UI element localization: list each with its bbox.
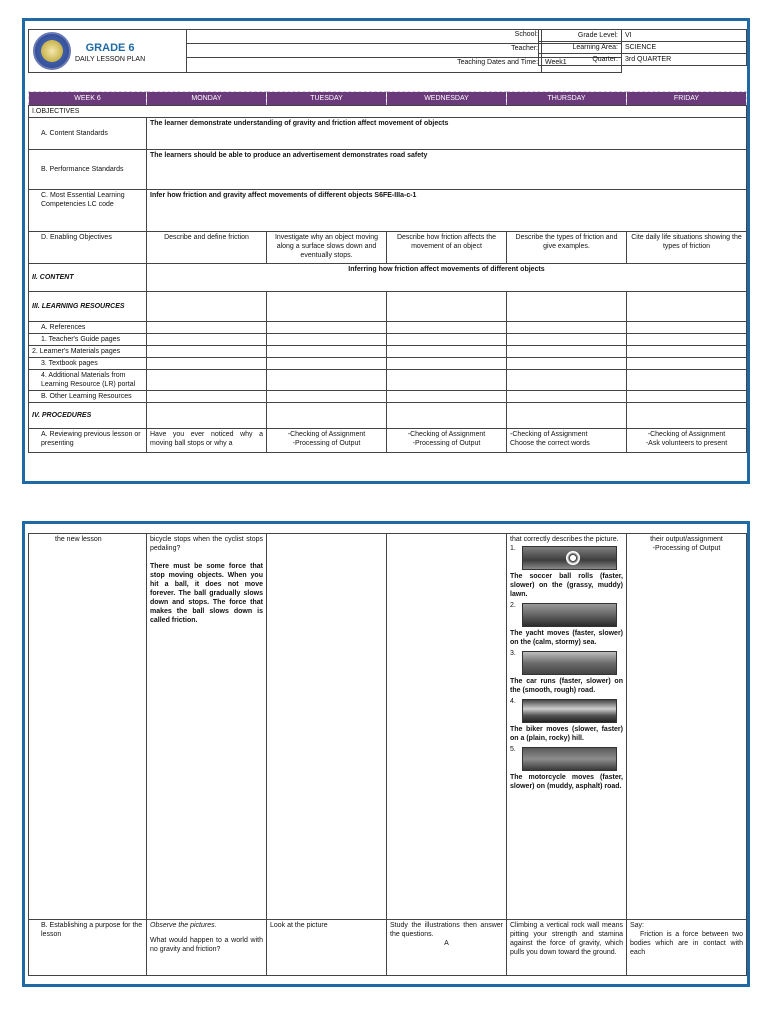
reviewing-tuesday-cont — [267, 534, 387, 920]
biker-photo — [522, 699, 617, 723]
wednesday-processing: -Processing of Output — [412, 440, 481, 447]
purpose-friday-say: Say: — [630, 922, 645, 929]
performance-standards-value: The learners should be able to produce an advertisement demonstrates road safety — [147, 150, 747, 190]
day-friday: FRIDAY — [627, 92, 747, 106]
wednesday-checking: -Checking of Assignment — [407, 431, 486, 438]
references-label: A. References — [29, 322, 147, 334]
header-logo-cell — [29, 30, 187, 73]
quarter-label: Quarter: — [539, 54, 622, 66]
other-resources-label: B. Other Learning Resources — [29, 391, 147, 403]
content-heading: II. CONTENT — [29, 264, 147, 292]
thursday-choose: Choose the correct words — [510, 440, 590, 447]
page-1 — [22, 18, 750, 484]
picture-item-text: The motorcycle moves (faster, slower) on (muddy, asphalt) road. — [510, 774, 623, 790]
reviewing-thursday-cont — [507, 534, 627, 920]
tuesday-checking: -Checking of Assignment — [287, 431, 366, 438]
picture-item-number: 2. — [510, 602, 516, 609]
reviewing-thursday — [507, 429, 627, 453]
picture-item-text: The car runs (faster, slower) on the (smooth, rough) road. — [510, 678, 623, 694]
purpose-monday-observe: Observe the pictures. — [150, 922, 217, 929]
reviewing-tuesday — [267, 429, 387, 453]
picture-item — [510, 544, 623, 599]
procedures-heading: IV. PROCEDURES — [29, 403, 147, 429]
picture-item-text: The soccer ball rolls (faster, slower) on the (grassy, muddy) lawn. — [510, 573, 623, 598]
thursday-checking: -Checking of Assignment — [510, 431, 588, 438]
picture-item — [510, 745, 623, 791]
thursday-instruction: that correctly describes the picture. — [510, 536, 619, 543]
enabling-friday: Cite daily life situations showing the types of friction — [627, 232, 747, 264]
reviewing-label: A. Reviewing previous lesson or presenting — [29, 429, 147, 453]
purpose-thursday: Climbing a vertical rock wall means pitting your strength and stamina against the force of gravity, which pulls you down toward the ground. — [507, 920, 627, 976]
reviewing-monday-cont — [147, 534, 267, 920]
picture-item-number: 4. — [510, 698, 516, 705]
purpose-friday — [627, 920, 747, 976]
tg-pages-label: 1. Teacher's Guide pages — [29, 334, 147, 346]
melc-label: C. Most Essential Learning Competencies LC code — [29, 190, 147, 232]
purpose-monday — [147, 920, 267, 976]
enabling-monday: Describe and define friction — [147, 232, 267, 264]
motorcycle-photo — [522, 747, 617, 771]
lm-pages-label: 2. Learner's Materials pages — [29, 346, 147, 358]
purpose-wednesday-study: Study the illustrations then answer the questions. — [390, 922, 503, 938]
yacht-photo — [522, 603, 617, 627]
reviewing-friday-cont — [627, 534, 747, 920]
deped-seal-logo — [33, 32, 71, 70]
performance-standards-label: B. Performance Standards — [29, 150, 147, 190]
plan-title: DAILY LESSON PLAN — [75, 55, 146, 63]
content-value: Inferring how friction affect movements of different objects — [147, 264, 747, 292]
grade-level-value: VI — [622, 30, 747, 42]
friday-volunteers: -Ask volunteers to present — [645, 440, 728, 447]
quarter-value: 3rd QUARTER — [622, 54, 747, 66]
objectives-heading: I.OBJECTIVES — [29, 106, 747, 118]
purpose-tuesday: Look at the picture — [267, 920, 387, 976]
content-standards-value: The learner demonstrate understanding of gravity and friction affect movement of objects — [147, 118, 747, 150]
enabling-wednesday: Describe how friction affects the movement of an object — [387, 232, 507, 264]
learning-area-label: Learning Area: — [539, 42, 622, 54]
teacher-label: Teacher: — [187, 44, 542, 58]
purpose-wednesday — [387, 920, 507, 976]
additional-materials-label: 4. Additional Materials from Learning Resource (LR) portal — [29, 370, 147, 391]
picture-item — [510, 697, 623, 743]
page-2 — [22, 521, 750, 987]
friday-processing: -Processing of Output — [652, 545, 721, 552]
monday-friction-paragraph: There must be some force that stop moving objects. When you hit a ball, it does not move forever. The ball gradually slows down and stops. The force that makes the ball slows down is called friction. — [150, 563, 263, 624]
purpose-monday-question: What would happen to a world with no gravity and friction? — [150, 937, 263, 953]
monday-bicycle-text: bicycle stops when the cyclist stops pedaling? — [150, 536, 263, 552]
reviewing-wednesday-cont — [387, 534, 507, 920]
melc-value: Infer how friction and gravity affect movements of different objects S6FE-IIIa-c-1 — [147, 190, 747, 232]
day-tuesday: TUESDAY — [267, 92, 387, 106]
dates-label: Teaching Dates and Time: — [187, 58, 542, 72]
day-monday: MONDAY — [147, 92, 267, 106]
enabling-tuesday: Investigate why an object moving along a surface slows down and eventually stops. — [267, 232, 387, 264]
establishing-purpose-label: B. Establishing a purpose for the lesson — [29, 920, 147, 976]
tuesday-processing: -Processing of Output — [292, 440, 361, 447]
reviewing-monday: Have you ever noticed why a moving ball stops or why a — [147, 429, 267, 453]
day-header-row — [29, 92, 747, 106]
reviewing-label-cont: the new lesson — [29, 534, 147, 920]
picture-item-text: The yacht moves (faster, slower) on the (calm, stormy) sea. — [510, 630, 623, 646]
soccer-ball-photo — [522, 546, 617, 570]
content-standards-label: A. Content Standards — [29, 118, 147, 150]
day-week: WEEK 6 — [29, 92, 147, 106]
lesson-table-2 — [28, 533, 747, 976]
reviewing-wednesday — [387, 429, 507, 453]
picture-item-text: The biker moves (slower, faster) on a (plain, rocky) hill. — [510, 726, 623, 742]
purpose-wednesday-a: A — [444, 940, 449, 947]
lesson-table-1 — [28, 91, 747, 453]
picture-item-number: 1. — [510, 545, 516, 552]
friday-checking: -Checking of Assignment — [647, 431, 726, 438]
resources-heading: III. LEARNING RESOURCES — [29, 292, 147, 322]
purpose-friday-text: Friction is a force between two bodies which are in contact with each — [630, 931, 743, 956]
enabling-objectives-label: D. Enabling Objectives — [29, 232, 147, 264]
grade-level-label: Grade Level: — [539, 30, 622, 42]
picture-item — [510, 601, 623, 647]
learning-area-value: SCIENCE — [622, 42, 747, 54]
reviewing-friday — [627, 429, 747, 453]
day-thursday: THURSDAY — [507, 92, 627, 106]
school-label: School: — [187, 30, 542, 44]
header-right-table — [538, 29, 747, 66]
friday-output: their output/assignment — [650, 536, 723, 543]
day-wednesday: WEDNESDAY — [387, 92, 507, 106]
textbook-pages-label: 3. Textbook pages — [29, 358, 147, 370]
car-photo — [522, 651, 617, 675]
picture-items-list — [510, 544, 623, 791]
picture-item — [510, 649, 623, 695]
picture-item-number: 3. — [510, 650, 516, 657]
grade-title: GRADE 6 — [85, 41, 135, 54]
enabling-thursday: Describe the types of friction and give examples. — [507, 232, 627, 264]
picture-item-number: 5. — [510, 746, 516, 753]
dates-value: Week1 — [542, 58, 622, 72]
